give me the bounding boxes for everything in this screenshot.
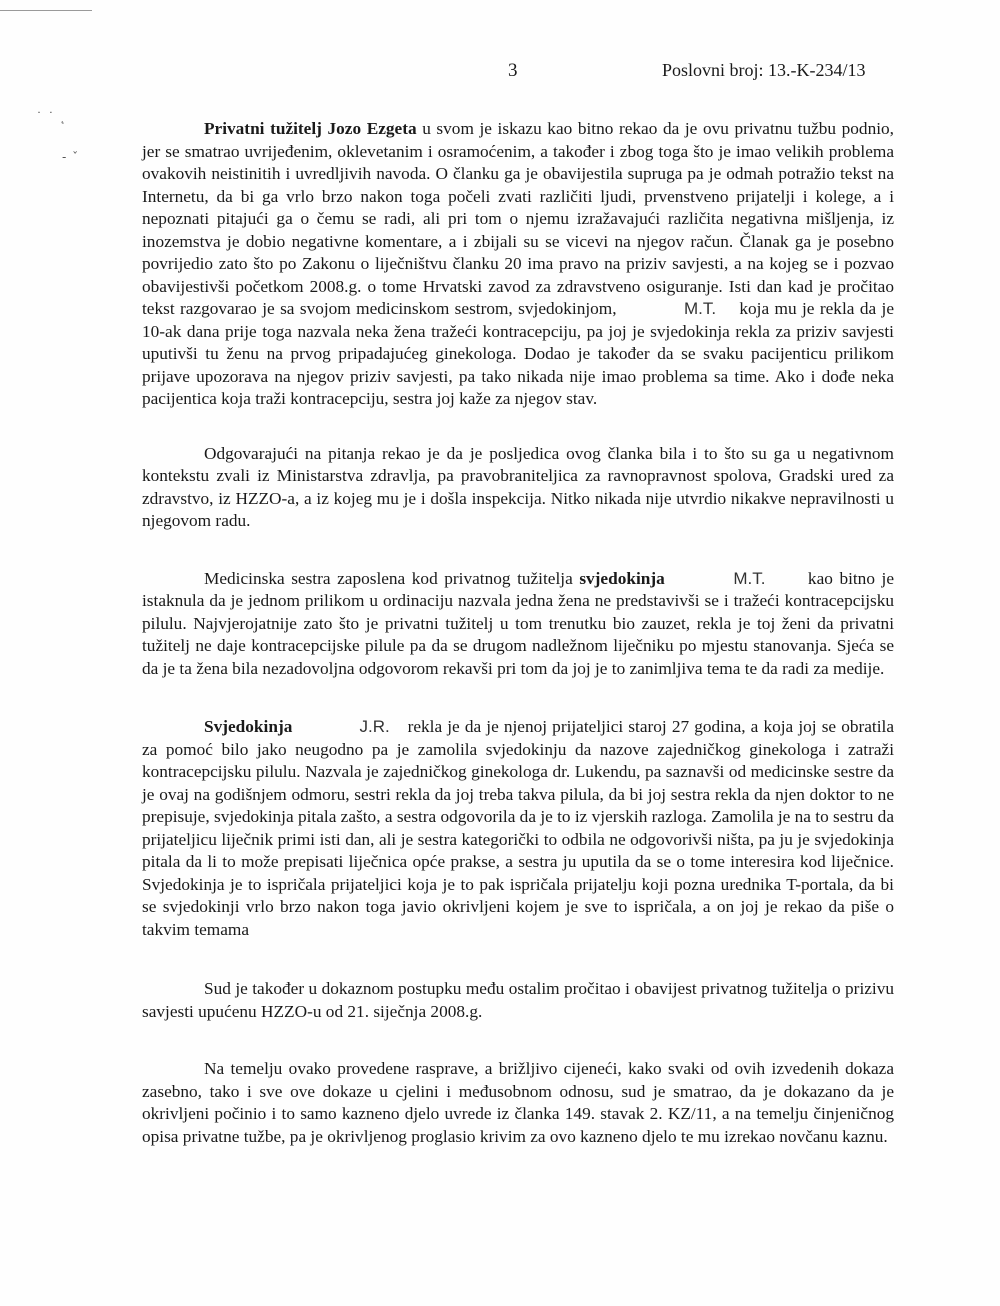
paragraph-text: Sud je također u dokaznom postupku među ostalim pročitao i obavijest privatnog tužitelja o prizivu savjesti upućenu HZZO-u od 21. siječnja 2008.g. [142,979,894,1021]
paragraph-text: Odgovarajući na pitanja rekao je da je posljedica ovog članka bila i to što su ga u negativnom kontekstu zvali iz Ministarstva zdravlja, pa pravobraniteljica za ravnopravnost spolova, Gradski ured za zdravstvo, iz HZZO-a, a iz kojeg mu je i došla inspekcija. Nitko nikada nije utvrdio nikakve nepravilnosti u njegovom radu. [142,443,894,530]
document-body [142,118,894,1182]
paragraph-text: koja mu je rekla da je 10-ak dana prije toga nazvala neka žena tražeći kontracepciju, pa joj je svjedokinja rekla za priziv savjesti uputivši tu ženu na prvog pripadajućeg ginekologa. Dodao je također da se svaku pacijenticu prilikom prijave upozorava na njegov priziv savjesti, pa tako nikada nije imao problema sa time. Ako i dođe neka pacijentica koja traži kontracepciju, sestra joj kaže za njegov stav. [142,299,894,408]
paragraph-bold-term: svjedokinja [579,568,665,588]
witness-initials: M.T. [733,568,766,588]
paragraph-nurse-testimony [142,568,894,681]
paragraph-evidence [142,978,894,1023]
paragraph-text: Medicinska sestra zaposlena kod privatnog tužitelja [204,568,580,588]
paragraph-text: u svom je iskazu kao bitno rekao da je ovu privatnu tužbu podnio, jer se smatrao uvrijeđenim, oklevetanim i osramoćenim, a također i zbog toga što je imao velikih problema ovakovih neistinitih i uvredljivih navoda. O članku ga je obavijestila supruga pa je odmah potražio tekst na Internetu, da bi ga vrlo brzo nakon toga počeli zvati različiti ljudi, prvenstveno prijatelji i kolege, a i nepoznati pitajući ga o čemu se radi, ali pri tom o njemu izražavajući različita negativna mišljenja, iz inozemstva je dobio negativne komentare, a i zbijali su se vicevi na njegov račun. Članak ga je posebno povrijedio zato što po Zakonu o liječništvu članku 20 ima pravo na priziv savjesti, a na kojeg se i pozvao obavijestivši početkom 2008.g. o tome Hrvatski zavod za zdravstveno osiguranje. Isti dan kad je pročitao tekst razgovarao je sa svojom medicinskom sestrom, svjedokinjom, [142,119,894,318]
scan-edge-line [0,10,92,11]
witness-initials: J.R. [359,717,390,736]
paragraph-text: kao bitno je istaknula da je jednom prilikom u ordinaciju nazvala jedna žena ne predstavivši se i tražeći kontracepcijsku pilulu. Najvjerojatnije zato što je privatni tužitelj u tom trenutku bio zauzet, rekla je toj ženi da privatni tužitelj ne daje kontracepcijske pilule pa da se drugom nadležnom liječniku po mjestu stanovanja. Sjeća se da je ta žena bila nezadovoljna odgovorom rekavši pri tom da joj je to zanimljiva tema te da radi za medije. [142,568,894,678]
paragraph-witness-testimony [142,716,894,941]
paragraph-consequences [142,443,894,533]
paragraph-verdict [142,1058,894,1148]
margin-mark: - ˇ [62,150,80,164]
margin-mark: ˙ ˙ ˛ [36,110,67,124]
paragraph-plaintiff-testimony [142,118,894,411]
paragraph-text: Na temelju ovako provedene rasprave, a brižljivo cijeneći, kako svaki od ovih izvedenih dokaza zasebno, tako i sve ove dokaze u cjelini i međusobnom odnosu, sud je smatrao, da je dokazano da je okrivljeni počinio i to samo kazneno djelo uvrede iz članka 149. stavak 2. KZ/11, a na temelju činjeničnog opisa privatne tužbe, pa je okrivljenog proglasio krivim za ovo kazneno djelo te mu izrekao novčanu kaznu. [142,1059,894,1146]
paragraph-lead: Svjedokinja [204,717,293,736]
paragraph-lead: Privatni tužitelj Jozo Ezgeta [204,119,417,138]
witness-initials: M.T. [683,299,717,318]
paragraph-text: rekla je da je njenoj prijateljici staroj 27 godina, a koja joj se obratila za pomoć bilo jako neugodno pa je zamolila svjedokinju da nazove zajedničkog ginekologa i zatraži kontracepcijsku pilulu. Nazvala je zajedničkog ginekologa dr. Lukendu, pa saznavši od medicinske sestre da je ovaj na godišnjem odmoru, sestri rekla da joj treba takva pilula, da bi joj sestra rekla da njen doktor to ne prepisuje, svjedokinja pitala zašto, a sestra odgovorila da je to iz vjerskih razloga. Zamolila je na to sestru da prijateljicu liječnik primi isti dan, ali je sestra kategorički to odbila ne odgovorivši ništa, pa ju je svjedokinja pitala da li to može prepisati liječnica opće prakse, a sestra ju uputila da se o tome interesira kod liječnice. Svjedokinja je to ispričala prijateljici koja je to pak ispričala prijatelju koji pozna urednika T-portala, da bi se svjedokinji vrlo brzo nakon toga javio okrivljeni kojem je sve to ispričala, a on joj je rekao da piše o takvim temama [142,717,894,939]
page-number: 3 [508,60,518,81]
case-number: Poslovni broj: 13.-K-234/13 [662,60,866,80]
